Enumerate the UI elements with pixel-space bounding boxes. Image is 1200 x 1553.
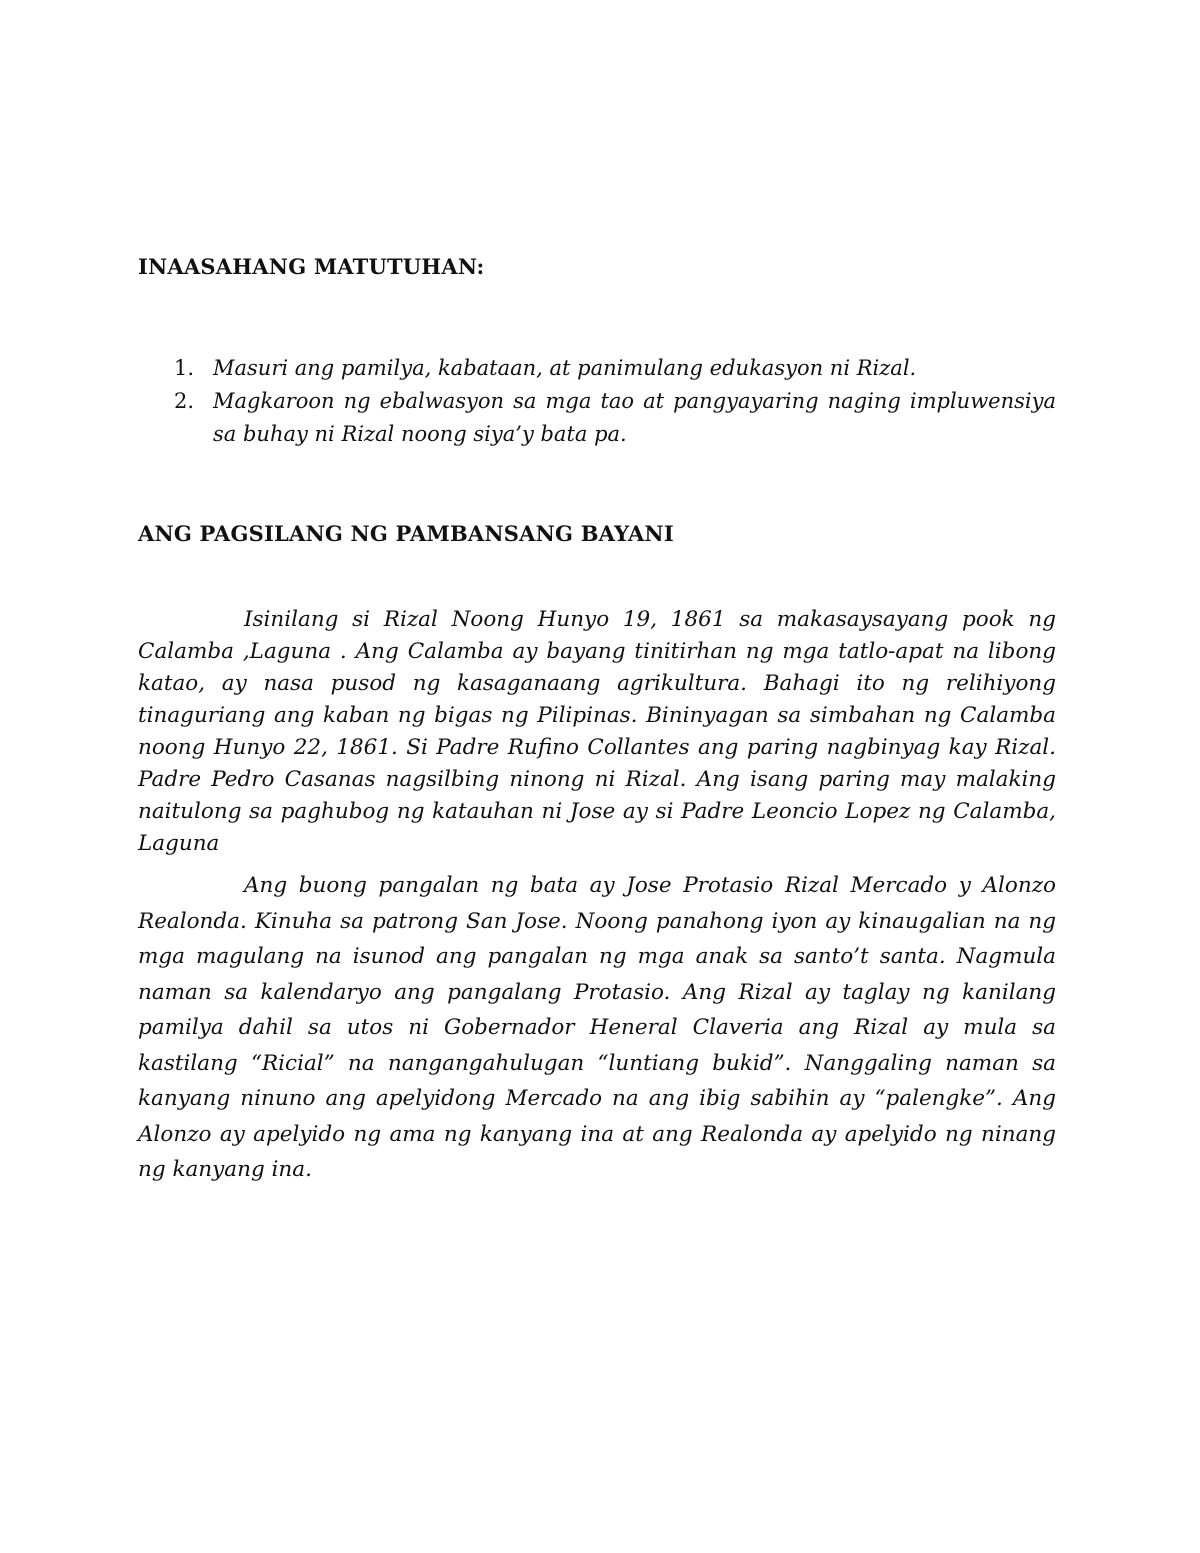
- list-item-number: 1.: [174, 356, 195, 380]
- body-paragraph: Isinilang si Rizal Noong Hunyo 19, 1861 sa makasaysayang pook ng Calamba ,Laguna . Ang Calamba ay bayang tinitirhan ng mga tatlo-apat na libong katao, ay nasa pusod ng kasaganaang agrikultura. Bahagi ito ng relihiyong tinaguriang ang kaban ng bigas ng Pilipinas. Bininyagan sa simbahan ng Calamba noong Hunyo 22, 1861. Si Padre Rufino Collantes ang paring nagbinyag kay Rizal. Padre Pedro Casanas nagsilbing ninong ni Rizal. Ang isang paring may malaking naitulong sa paghubog ng katauhan ni Jose ay si Padre Leoncio Lopez ng Calamba, Laguna: [138, 607, 1056, 856]
- list-item: [138, 385, 1056, 451]
- section-heading-birth-of-hero: ANG PAGSILANG NG PAMBANSANG BAYANI: [138, 521, 674, 546]
- list-item-text: Masuri ang pamilya, kabataan, at panimulang edukasyon ni Rizal.: [213, 356, 917, 380]
- list-item: [138, 352, 1056, 385]
- list-item-text: Magkaroon ng ebalwasyon sa mga tao at pangyayaring naging impluwensiya sa buhay ni Rizal noong siya’y bata pa.: [213, 389, 1056, 446]
- body-paragraph: Ang buong pangalan ng bata ay Jose Protasio Rizal Mercado y Alonzo Realonda. Kinuha sa patrong San Jose. Noong panahong iyon ay kinaugalian na ng mga magulang na isunod ang pangalan ng mga anak sa santo’t santa. Nagmula naman sa kalendaryo ang pangalang Protasio. Ang Rizal ay taglay ng kanilang pamilya dahil sa utos ni Gobernador Heneral Claveria ang Rizal ay mula sa kastilang “Ricial” na nangangahulugan “luntiang bukid”. Nanggaling naman sa kanyang ninuno ang apelyidong Mercado na ang ibig sabihin ay “palengke”. Ang Alonzo ay apelyido ng ama ng kanyang ina at ang Realonda ay apelyido ng ninang ng kanyang ina.: [138, 873, 1056, 1182]
- objectives-list: [138, 352, 1056, 451]
- section-heading-learning-objectives: INAASAHANG MATUTUHAN:: [138, 254, 485, 279]
- list-item-number: 2.: [174, 389, 195, 413]
